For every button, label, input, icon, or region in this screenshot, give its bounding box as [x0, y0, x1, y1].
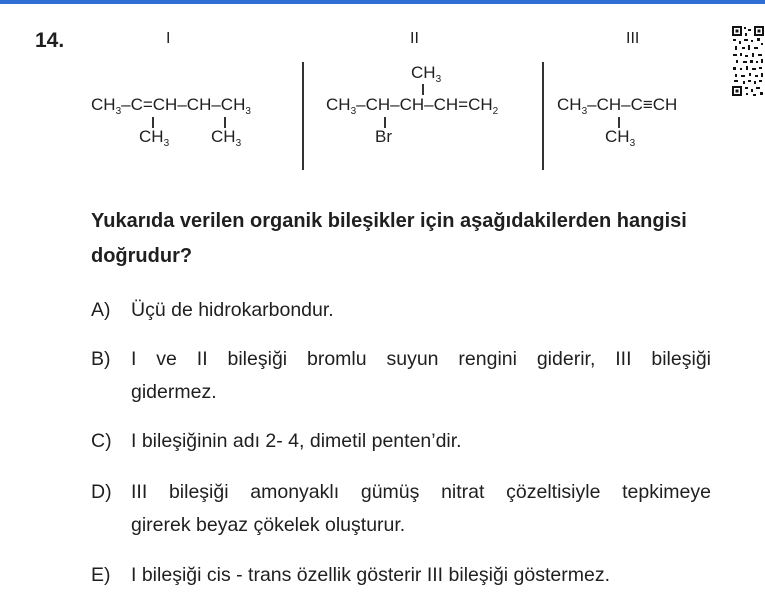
- compound-1-methyl-1: $CH_3$: [139, 127, 170, 149]
- option-text: III bileşiği amonyaklı gümüş nitrat çözeltisiyle tepkimeye: [131, 481, 711, 503]
- option-text: I ve II bileşiği bromlu suyun rengini giderir, III bileşiği: [131, 348, 711, 370]
- option-b[interactable]: [91, 343, 711, 409]
- option-text: I bileşiğinin adı 2- 4, dimetil penten’dir.: [131, 430, 462, 452]
- divider: [302, 62, 304, 170]
- question-number: 14.: [35, 29, 65, 52]
- option-letter: A): [91, 299, 111, 321]
- option-text-cont: girerek beyaz çökelek oluşturur.: [131, 514, 406, 536]
- option-d[interactable]: [91, 476, 711, 542]
- compound-2-methyl: $CH_3$: [411, 63, 442, 85]
- compound-1-main-chain: $CH_3-C=CH-CH-CH_3$: [91, 95, 251, 117]
- option-c[interactable]: [91, 425, 711, 458]
- option-letter: E): [91, 564, 111, 586]
- option-letter: B): [91, 348, 111, 370]
- option-a[interactable]: [91, 294, 711, 327]
- option-text-cont: gidermez.: [131, 381, 217, 403]
- compound-3-methyl: $CH_3$: [605, 127, 636, 149]
- option-text: I bileşiği cis - trans özellik gösterir III bileşiği göstermez.: [131, 564, 610, 586]
- option-e[interactable]: [91, 559, 711, 592]
- compound-3-main-chain: $CH_3-CH-C\equiv CH$: [557, 95, 678, 117]
- compound-2-bond: [422, 84, 424, 95]
- label-compound-3: III: [626, 30, 640, 47]
- compound-1-methyl-2: $CH_3$: [211, 127, 242, 149]
- top-accent-bar: [0, 0, 765, 4]
- qr-code-icon[interactable]: [731, 25, 765, 97]
- option-letter: C): [91, 430, 112, 452]
- compound-2-main-chain: $CH_3-CH-CH-CH=CH_2$: [326, 95, 499, 117]
- option-letter: D): [91, 481, 112, 503]
- label-compound-2: II: [410, 30, 419, 47]
- question-stem: Yukarıda verilen organik bileşikler için aşağıdakilerden hangisi doğrudur?: [91, 210, 687, 267]
- compound-2-bromine: Br: [375, 127, 392, 146]
- label-compound-1: I: [166, 30, 171, 47]
- divider: [542, 62, 544, 170]
- option-text: Üçü de hidrokarbondur.: [131, 299, 334, 321]
